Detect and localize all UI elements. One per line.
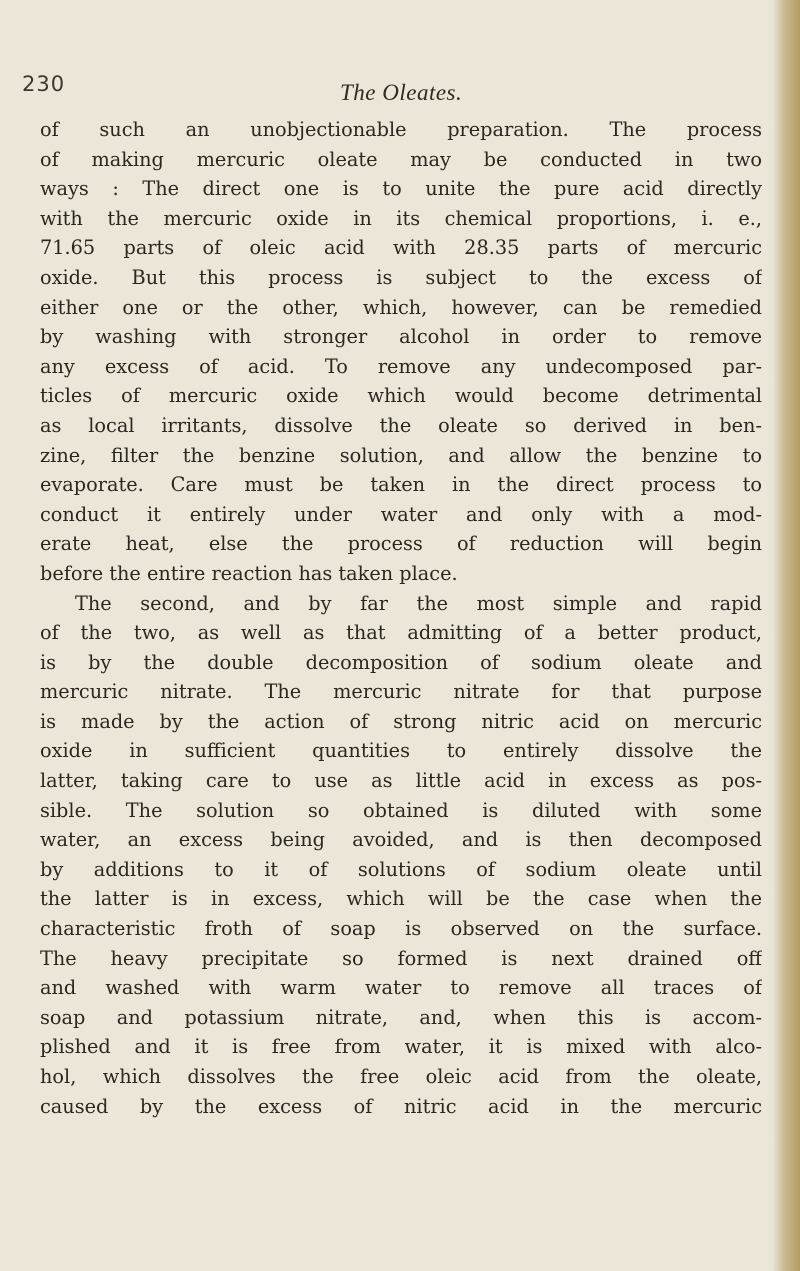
text-line: characteristic froth of soap is observed on the surface. (40, 917, 762, 941)
text-line: by additions to it of solutions of sodium oleate until (40, 857, 762, 881)
body-text (40, 115, 762, 1121)
text-line: zine, filter the benzine solution, and allow the benzine to (40, 443, 762, 467)
text-line: plished and it is free from water, it is mixed with alco- (40, 1035, 762, 1059)
page-number: 230 (22, 72, 66, 96)
text-line: of the two, as well as that admitting of a better product, (40, 621, 762, 645)
text-line: ways : The direct one is to unite the pure acid directly (40, 177, 762, 201)
text-line: evaporate. Care must be taken in the direct process to (40, 473, 762, 497)
text-line: latter, taking care to use as little acid in excess as pos- (40, 769, 762, 793)
text-line: water, an excess being avoided, and is then decomposed (40, 828, 762, 852)
text-line: mercuric nitrate. The mercuric nitrate for that purpose (40, 680, 762, 704)
text-line: oxide in sufficient quantities to entirely dissolve the (40, 739, 762, 763)
text-line: soap and potassium nitrate, and, when this is accom- (40, 1005, 762, 1029)
text-line: is by the double decomposition of sodium oleate and (40, 650, 762, 674)
running-title: The Oleates. (340, 80, 463, 105)
text-line: erate heat, else the process of reduction will begin (40, 532, 762, 556)
text-line: sible. The solution so obtained is diluted with some (40, 798, 762, 822)
text-line: 71.65 parts of oleic acid with 28.35 parts of mercuric (40, 236, 762, 260)
text-line: of making mercuric oleate may be conducted in two (40, 147, 762, 171)
text-line: as local irritants, dissolve the oleate so derived in ben- (40, 413, 762, 437)
text-line: before the entire reaction has taken place. (40, 561, 458, 585)
text-line: caused by the excess of nitric acid in the mercuric (40, 1094, 762, 1118)
text-line: oxide. But this process is subject to the excess of (40, 265, 762, 289)
text-line: conduct it entirely under water and only with a mod- (40, 502, 762, 526)
text-line: hol, which dissolves the free oleic acid from the oleate, (40, 1065, 762, 1088)
page-edge-shadow (772, 0, 800, 1271)
text-line: of such an unobjectionable preparation. The process (40, 118, 762, 141)
text-line: any excess of acid. To remove any undecomposed par- (40, 354, 762, 378)
text-line: ticles of mercuric oxide which would become detrimental (40, 384, 762, 408)
text-line: by washing with stronger alcohol in order to remove (40, 325, 762, 349)
text-line: the latter is in excess, which will be the case when the (40, 887, 762, 911)
text-line: is made by the action of strong nitric acid on mercuric (40, 709, 762, 733)
text-line: with the mercuric oxide in its chemical proportions, i. e., (40, 206, 762, 230)
text-line: The heavy precipitate so formed is next drained off (40, 946, 762, 970)
text-line: The second, and by far the most simple and rapid (75, 591, 762, 615)
text-line: and washed with warm water to remove all traces of (40, 976, 762, 1000)
text-line: either one or the other, which, however, can be remedied (40, 295, 762, 319)
